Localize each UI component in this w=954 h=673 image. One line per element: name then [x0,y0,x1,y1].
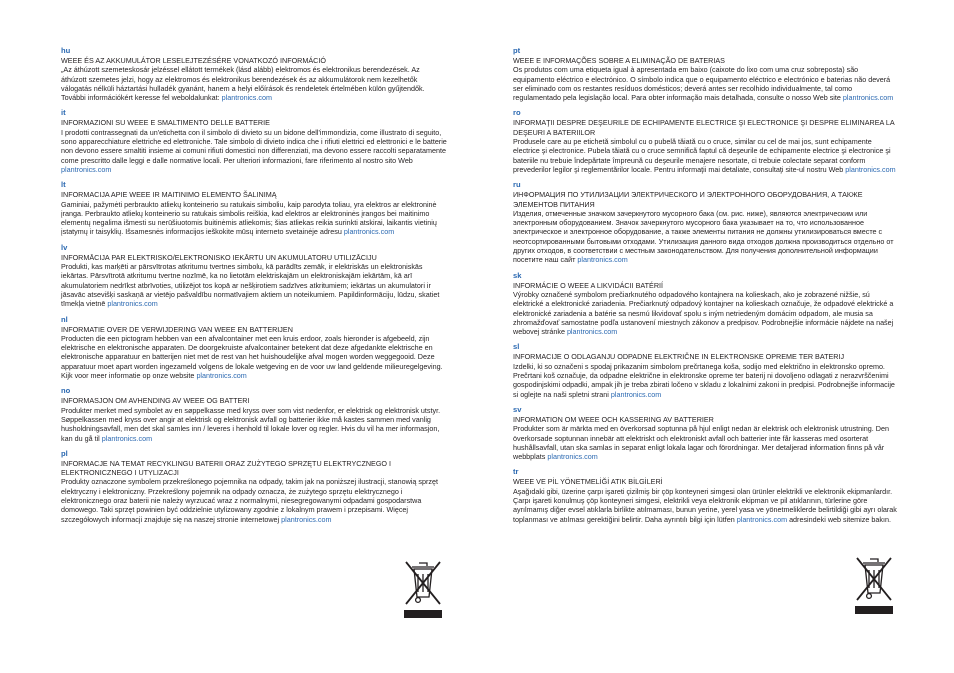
section-sl [513,342,897,398]
section-title: INFORMAZIONI SU WEEE E SMALTIMENTO DELLE BATTERIE [61,118,270,128]
section-body [61,128,447,174]
section-title: INFORMACIJA APIE WEEE IR MAITINIMO ELEMENTO ŠALINIMĄ [61,190,277,200]
language-code: pt [513,46,521,55]
body-text: Produsele care au pe etichetă simbolul cu o pubelă tăiată cu o cruce, similar cu cel de mai jos, sunt echipamente electrice şi electronice. Pubela tăiată cu o cruce semnifică faptul că deşeurile de echipamente electrice şi electronice şi bateriile nu trebuie îndepărtate împreună cu deşeurile menajere nesortate, ci trebuie colectate separat conform prevederilor legilor şi reglementărilor locale. Pentru informaţii mai detaliate, consultaţi site-ul nostru Web [513,137,891,174]
section-title: INFORMASJON OM AVHENDING AV WEEE OG BATTERI [61,396,250,406]
language-code: sl [513,342,520,352]
section-body [61,477,447,523]
section-body [61,200,447,237]
crossed-out-wheelie-bin-icon [855,556,893,614]
section-no [61,386,447,442]
language-code: ro [513,108,521,118]
section-lt [61,180,447,236]
section-title: WEEE E INFORMAÇÕES SOBRE A ELIMINAÇÃO DE BATERIAS [513,56,725,65]
section-nl [61,315,447,381]
body-text: Výrobky označené symbolom prečiarknutého odpadového kontajnera na kolieskach, ako je zobrazené nižšie, sú elektrické a elektronické zariadenia. Prečiarknutý odpadový kontajner na kolieskach označuje, že odpadové elektrické a elektronické zariadenia a batérie sa nesmú likvidovať spolu s iným netriedeným domácim odpadom, ale musia sa zhromažďovať samostatne podľa ustanovení miestnych zákonov a predpisov. Podrobnejšie informácie nájdete na našej webovej stránke [513,289,894,337]
section-body [513,209,897,265]
language-code: pl [61,448,68,458]
website-link[interactable]: plantronics.com [736,514,788,524]
website-link[interactable]: plantronics.com [196,371,247,381]
language-code: it [61,108,66,118]
section-body [513,65,897,102]
body-text: Aşağıdaki gibi, üzerine çarpı işareti çizilmiş bir çöp konteyneri simgesi olan ürünler elektrikli ve elektronik ekipmanlardır. Çarpı işareti konulmuş çöp konteyneri simgesi, elektrikli veya elektronik ekipman ve pil atıklarının, türlerine göre ayrılmamış diğer evsel atıklarla birlikte atılmaması, bunun yerine, yerel yasa ve yönetmeliklerde belirtildiği gibi ayrı olarak toplanması ve atılması gerektiğini belirtir. Daha ayrıntılı bilgi için lütfen [513,486,897,524]
website-link[interactable]: plantronics.com [107,299,158,309]
section-tr [513,467,897,523]
language-code: ru [513,180,521,190]
body-text: Produkty oznaczone symbolem przekreślonego pojemnika na odpady, takim jak na poniższej ilustracji, stanowią sprzęt elektryczny i elektroniczny. Przekreślony pojemnik na odpady oznacza, że zużytego sprzętu elektrycznego i elektronicznego oraz baterii nie należy wyrzucać wraz z normalnymi, niesegregowanymi odpadami gospodarstwa domowego. Taki sprzęt powinien być oddzielnie utylizowany zgodnie z lokalnym prawem i przepisami. Więcej szczegółowych informacji znajduje się na naszej stronie internetowej [61,477,438,524]
website-link[interactable]: plantronics.com [610,389,662,399]
language-code: sk [513,270,522,280]
section-sk [513,271,897,337]
body-text: Producten die een pictogram hebben van een afvalcontainer met een kruis erdoor, zoals hieronder is afgebeeld, zijn elektrische en elektronische apparaten. De doorgekruiste afvalcontainer betekent dat deze afgedankte elektrische en elektronische apparatuur en batterijen niet met de rest van het huishoudelijke afval mogen worden weggegooid. Deze apparatuur moet apart worden ingezameld volgens de lokale wetgeving en de voor uw land geldende milieuregelgeving. Kijk voor meer informatie op onze website [61,333,443,381]
body-text: Produkter merket med symbolet av en søppelkasse med kryss over som vist nedenfor, er elektrisk og elektronisk utstyr. Søppelkassen med kryss over angir at elektrisk og elektronisk avfall og batterier ikke må kastes sammen med vanlig husholdningsavfall, men det skal samles inn / leveres i henhold til lokale lover og regler. Hvis du vil ha mer informasjon, kan du gå til [61,405,441,443]
website-link[interactable]: plantronics.com [343,227,395,237]
crossed-out-wheelie-bin-icon [404,560,442,618]
section-title: INFORMATION OM WEEE OCH KASSERING AV BATTERIER [513,414,714,424]
body-text: Gaminiai, pažymėti perbraukto atliekų konteinerio su ratukais simboliu, kaip parodyta toliau, yra elektros ar elektroninė įranga. Perbraukto atliekų konteinerio su ratukais simbolis reiškia, kad elektros ar elektroninės įrangos bei maitinimo elementų negalima išmesti su nerūšiuotomis buitinėmis atliekomis; šias atliekas reikia surinkti atskirai, laikantis vietinių įstatymų ir taisyklių. Išsamesnės informacijos ieškokite mūsų interneto svetainėje adresu [61,199,437,237]
section-title: INFORMATIE OVER DE VERWIJDERING VAN WEEE EN BATTERIJEN [61,324,293,334]
section-body [61,406,447,443]
section-body [61,65,447,102]
section-body [513,137,897,174]
section-ro [513,108,897,174]
body-text: Izdelki, ki so označeni s spodaj prikazanim simbolom prečrtanega koša, sodijo med električno in elektronsko opremo. Prečrtani koš označuje, da odpadne električne in elektronske opreme ter baterij ni dovoljeno odlagati z nerazvrščenimi gospodinjskimi odpadki, ampak jih je treba zbirati ločeno v skladu z lokalnimi zakoni in predpisi. Podrobnejše informacije si oglejte na naši spletni strani [513,361,895,399]
language-code: lt [61,180,66,190]
body-text: Os produtos com uma etiqueta igual à apresentada em baixo (caixote do lixo com uma cruz sobreposta) são equipamento eléctrico e electrónico. O símbolo indica que o equipamento eléctrico e electrónico e baterias não deverá ser eliminado com os restantes resíduos domésticos; deverá antes ser recolhido individualmente, tal como regulamentado pela legislação local. Para obter informação mais detalhada, consulte o nosso Web site [513,65,891,103]
website-link[interactable]: plantronics.com [221,93,272,103]
section-it [61,108,447,174]
section-sv [513,405,897,461]
section-body [513,290,897,336]
body-text: I prodotti contrassegnati da un'etichetta con il simbolo di divieto su un bidone dell'immondizia, come illustrato di seguito, sono apparecchiature elettriche ed elettroniche. Tale simbolo di divieto indica che i rifiuti elettrici ed elettronici e le batterie non devono essere smaltiti insieme ai comuni rifiuti domestici non differenziati, ma devono essere raccolti separatamente come prescritto dalle leggi e dalle normative locali. Per ulteriori informazioni, fare riferimento al nostro sito Web [61,127,447,165]
body-text: Produkter som är märkta med en överkorsad soptunna på hjul enligt nedan är elektrisk och elektronisk utrustning. Den överkorsade soptunnan innebär att elektriskt och elektroniskt avfall och batterier inte får kasseras med osorterat hushållsavfall, utan ska samlas in separat enligt lokala lagar och förordningar. Mer detaljerad information finns på vår webbplats [513,424,889,462]
language-code: lv [61,242,68,252]
language-code: hu [61,46,71,55]
language-code: sv [513,404,522,414]
website-link[interactable]: plantronics.com [281,514,332,524]
section-body [61,262,447,308]
section-title: ИНФОРМАЦИЯ ПО УТИЛИЗАЦИИ ЭЛЕКТРИЧЕСКОГО И ЭЛЕКТРОННОГО ОБОРУДОВАНИЯ, А ТАКЖЕ ЭЛЕМЕНТОВ ПИТАНИЯ [513,190,863,209]
section-title: INFORMAŢII DESPRE DEŞEURILE DE ECHIPAMENTE ELECTRICE ŞI ELECTRONICE ŞI DESPRE ELIMINAREA LA DEŞEURI A BATERIILOR [513,118,895,137]
website-link[interactable]: plantronics.com [566,327,618,337]
section-pt [513,46,897,102]
section-title: WEEE ÉS AZ AKKUMULÁTOR LESELEJTEZÉSÉRE VONATKOZÓ INFORMÁCIÓ [61,56,326,65]
website-link[interactable]: plantronics.com [577,255,628,265]
section-title: INFORMACJE NA TEMAT RECYKLINGU BATERII ORAZ ZUŻYTEGO SPRZĘTU ELEKTRYCZNEGO I ELEKTRONICZNEGO I UTYLIZACJI [61,458,392,478]
website-link[interactable]: plantronics.com [61,164,112,174]
language-code: no [61,386,71,396]
section-pl [61,449,447,524]
section-title: INFORMACIJE O ODLAGANJU ODPADNE ELEKTRIČNE IN ELEKTRONSKE OPREME TER BATERIJ [513,352,845,362]
body-tail-text: adresindeki web sitemize bakın. [789,514,891,524]
section-body [513,424,897,461]
right-column [513,46,897,530]
website-link[interactable]: plantronics.com [547,452,598,462]
language-code: nl [61,314,68,324]
section-body [61,334,447,380]
section-title: INFORMÁCIE O WEEE A LIKVIDÁCII BATÉRIÍ [513,280,664,290]
website-link[interactable]: plantronics.com [842,93,894,103]
body-text: „Az áthúzott szemeteskosár jelzéssel ellátott termékek (lásd alább) elektromos és elektronikus berendezések. Az áthúzott szemetes jelzi, hogy az elektromos és elektronikus berendezések és az akkumulátorok nem kezelhetők válogatás nélküli háztartási hulladék gyanánt, hanem a helyi előírások és rendeletek értelmében külön gyűjtendők. További információkért keresse fel weboldalunkat: [61,65,425,103]
body-text: Изделия, отмеченные значком зачеркнутого мусорного бака (см. рис. ниже), являются электрическим или электронным оборудованием. Значок зачеркнутого мусорного бака указывает на то, что использованное электрическое и электронное оборудование, а также элементы питания не должны утилизироваться вместе с неотсортированными бытовыми отходами. Утилизация данного вида отходов должна производиться отдельно от других отходов, в соответствии с местным законодательством. Для получения дополнительной информации посетите наш сайт [513,208,894,265]
section-body [513,362,897,399]
section-ru [513,180,897,264]
website-link[interactable]: plantronics.com [845,164,896,174]
section-lv [61,243,447,309]
section-body [513,487,897,524]
website-link[interactable]: plantronics.com [101,433,153,443]
left-column [61,46,447,530]
section-title: WEEE VE PİL YÖNETMELİĞİ ATIK BİLGİLERİ [513,477,663,487]
section-title: INFORMĀCIJA PAR ELEKTRISKO/ELEKTRONISKO IEKĀRTU UN AKUMULATORU UTILIZĀCIJU [61,252,377,262]
section-hu [61,46,447,102]
language-code: tr [513,467,519,477]
body-text: Produkti, kas marķēti ar pārsvītrotas atkritumu tvertnes simbolu, kā parādīts zemāk, ir elektriskās un elektroniskās iekārtas. Pārsvītrotā atkritumu tvertne nozīmē, ka no lietotām elektriskajām un elektroniskajām iekārtām, kā arī akumulatoriem nedrīkst atbrīvoties, utilizējot tos kopā ar nešķirotiem sadzīves atkritumiem; iekārtas un akumulatori ir jāsavāc atsevišķi saskaņā ar vietējo pašvaldību normatīvajiem aktiem un noteikumiem. Papildinformāciju, lūdzu, skatiet tīmekļa vietnē [61,262,440,309]
